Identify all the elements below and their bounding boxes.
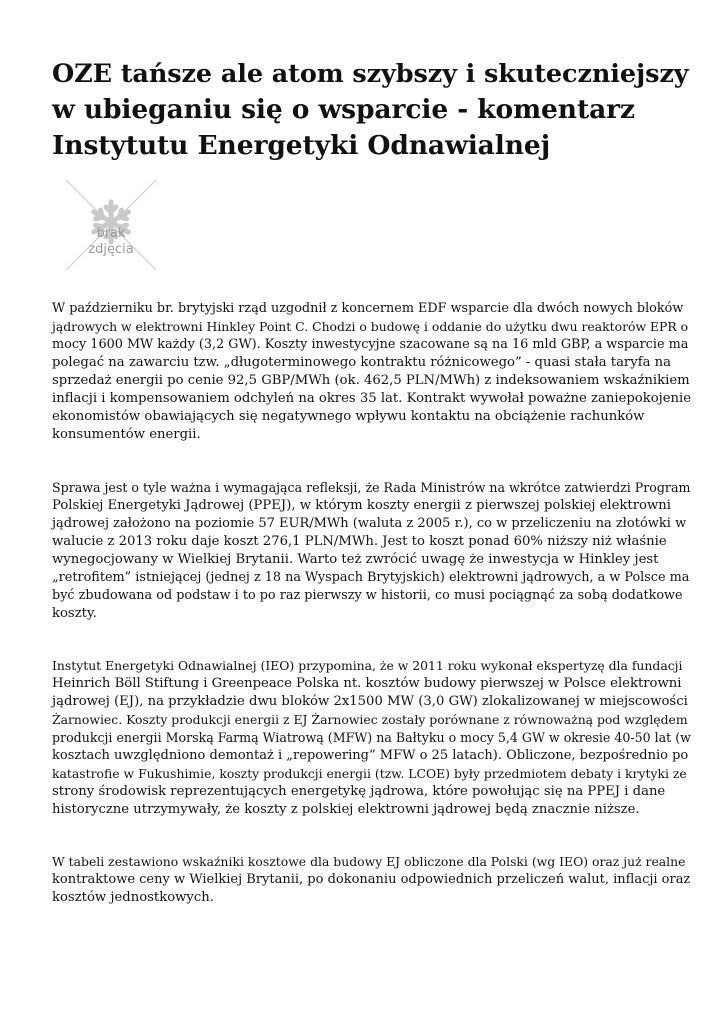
- text-line: koszty.: [52, 606, 97, 621]
- text-line: walucie z 2013 roku daje koszt 276,1 PLN/MWh. Jest to koszt ponad 60% niższy niż właśnie: [52, 534, 667, 549]
- paragraph-3: [52, 657, 692, 819]
- text-line: kosztów jednostkowych.: [52, 890, 214, 905]
- text-line: Instytut Energetyki Odnawialnej (IEO) przypomina, że w 2011 roku wykonał ekspertyzę dla fundacji: [52, 658, 683, 673]
- text-line: polegać na zawarciu tzw. „długoterminowego kontraktu różnicowego” - quasi stała taryfa na: [52, 355, 671, 370]
- text-line: inflacji i kompensowaniem odchyleń na okres 35 lat. Kontrakt wywołał poważne zaniepokojenie: [52, 391, 692, 406]
- text-line: Żarnowiec. Koszty produkcji energii z EJ Żarnowiec zostały porównane z równoważną pod względem: [52, 712, 688, 727]
- text-line: katastrofie w Fukushimie, koszty produkcji energii (tzw. LCOE) były przedmiotem debaty i krytyki ze: [52, 766, 687, 781]
- title-line: w ubieganiu się o wsparcie - komentarz: [52, 94, 635, 125]
- text-line: „retrofitem” istniejącej (jednej z 18 na Wyspach Brytyjskich) elektrowni jądrowych, a w Polsce ma: [52, 570, 690, 585]
- placeholder-text-line2: zdjęcia: [88, 242, 134, 257]
- image-placeholder: [64, 178, 158, 272]
- text-line: historyczne utrzymywały, że koszty z polskiej elektrowni jądrowej będą znacznie niższe.: [52, 802, 640, 817]
- text-line: konsumentów energii.: [52, 427, 201, 442]
- paragraph-1: [52, 300, 692, 444]
- article-title: [52, 56, 692, 164]
- text-line: kontraktowe ceny w Wielkiej Brytanii, po dokonaniu odpowiednich przeliczeń walut, inflacji oraz: [52, 872, 691, 887]
- text-line: W październiku br. brytyjski rząd uzgodnił z koncernem EDF wsparcie dla dwóch nowych bloków: [52, 301, 684, 316]
- paragraph-2: [52, 479, 692, 623]
- text-line: jądrowej (EJ), na przykładzie dwu bloków 2x1500 MW (3,0 GW) zlokalizowanej w miejscowości: [52, 694, 688, 709]
- text-line: Sprawa jest o tyle ważna i wymagająca refleksji, że Rada Ministrów na wkrótce zatwierdzi Program: [52, 480, 691, 495]
- text-line: Polskiej Energetyki Jądrowej (PPEJ), w którym koszty energii z pierwszej polskiej elektrowni: [52, 498, 671, 513]
- text-line: mocy 1600 MW każdy (3,2 GW). Koszty inwestycyjne szacowane są na 16 mld GBP, a wsparcie ma: [52, 337, 689, 352]
- placeholder-text-line1: brak: [96, 226, 126, 241]
- title-line: Instytutu Energetyki Odnawialnej: [52, 130, 551, 161]
- no-photo-graphic: [64, 178, 158, 272]
- text-line: jądrowych w elektrowni Hinkley Point C. Chodzi o budowę i oddanie do użytku dwu reaktorów EPR o: [52, 319, 689, 334]
- paragraph-4: [52, 853, 692, 907]
- text-line: produkcji energii Morską Farmą Wiatrową (MFW) na Bałtyku o mocy 5,4 GW w okresie 40-50 lat (w: [52, 730, 691, 745]
- text-line: ekonomistów obawiających się negatywnego wpływu kontaktu na obciążenie rachunków: [52, 409, 645, 424]
- text-line: wynegocjowany w Wielkiej Brytanii. Warto też zwrócić uwagę że inwestycja w Hinkley jest: [52, 552, 659, 567]
- text-line: W tabeli zestawiono wskaźniki kosztowe dla budowy EJ obliczone dla Polski (wg IEO) oraz już realne: [52, 854, 686, 869]
- text-line: być zbudowana od podstaw i to po raz pierwszy w historii, co musi pociągnąć za sobą dodatkowe: [52, 588, 683, 603]
- text-line: Heinrich Böll Stiftung i Greenpeace Polska nt. kosztów budowy pierwszej w Polsce elektrowni: [52, 676, 682, 691]
- text-line: kosztach uwzględniono demontaż i „repowering” MFW o 25 latach). Obliczone, bezpośrednio po: [52, 748, 689, 763]
- text-line: strony środowisk reprezentujących energetykę jądrowa, które powołując się na PPEJ i dane: [52, 784, 666, 799]
- text-line: jądrowej założono na poziomie 57 EUR/MWh (waluta z 2005 r.), co w przeliczeniu na złotówki w: [52, 516, 687, 531]
- title-line: OZE tańsze ale atom szybszy i skuteczniejszy: [52, 59, 689, 89]
- text-line: sprzedaż energii po cenie 92,5 GBP/MWh (ok. 462,5 PLN/MWh) z indeksowaniem wskaźnikiem: [52, 373, 690, 388]
